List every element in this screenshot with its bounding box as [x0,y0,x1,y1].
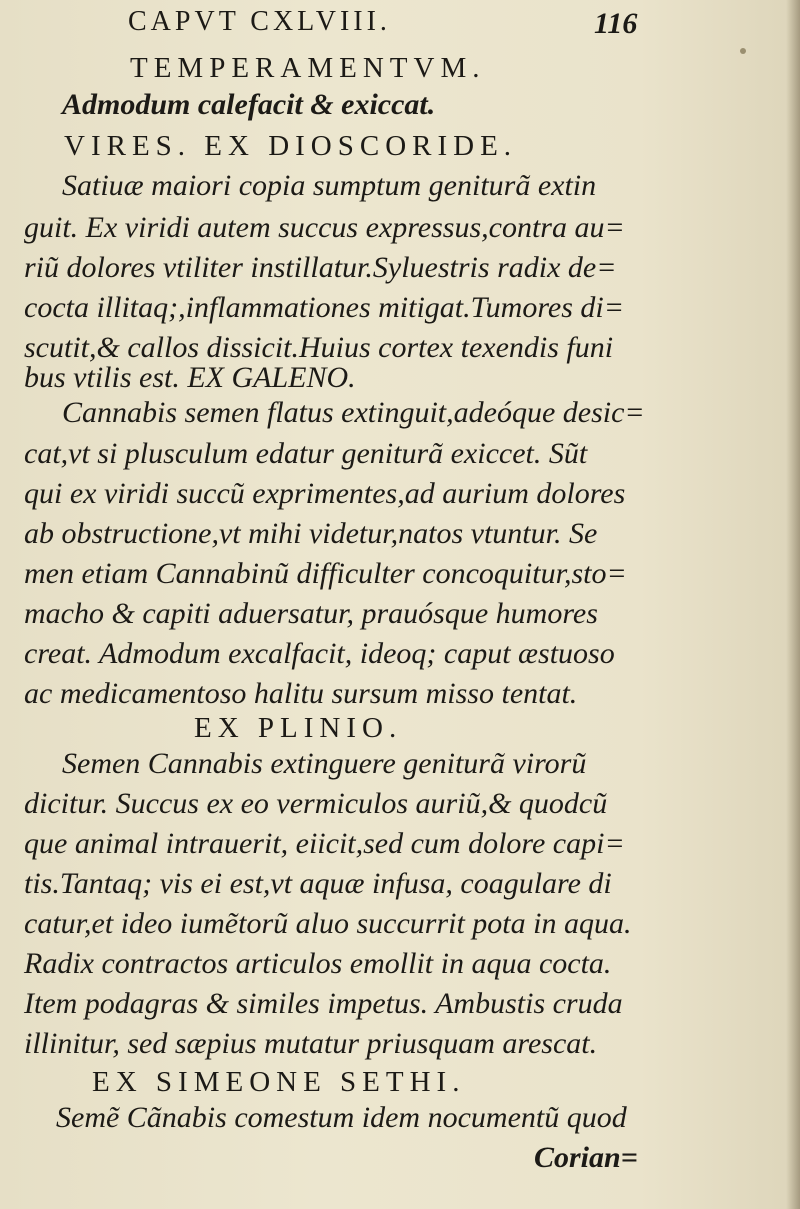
text-line: catur,et ideo iumẽtorũ aluo succurrit pota in aqua. [24,907,632,940]
text-line: illinitur, sed sæpius mutatur priusquam arescat. [24,1027,598,1060]
folio-number: 116 [594,7,638,40]
text-line: ab obstructione,vt mihi videtur,natos vtuntur. Se [24,517,598,550]
section-heading-temperamentum: TEMPERAMENTVM. [130,52,486,84]
text-line: Admodum calefacit & exiccat. [62,88,436,121]
text-line: cat,vt si plusculum edatur geniturã exiccet. Sũt [24,437,588,470]
text-line: qui ex viridi succũ exprimentes,ad aurium dolores [24,477,626,510]
text-line: Semẽ Cãnabis comestum idem nocumentũ quod [56,1101,627,1134]
text-line: creat. Admodum excalfacit, ideoq; caput æstuoso [24,637,615,670]
text-line: dicitur. Succus ex eo vermiculos auriũ,& quodcũ [24,787,608,820]
text-line: Semen Cannabis extinguere geniturã virorũ [62,747,587,780]
section-heading-plinio: EX PLINIO. [194,712,403,744]
paper-speck [740,48,746,54]
section-heading-dioscoride: VIRES. EX DIOSCORIDE. [64,130,518,162]
text-line: men etiam Cannabinũ difficulter concoquitur,sto= [24,557,627,590]
text-line: Radix contractos articulos emollit in aqua cocta. [24,947,612,980]
text-line: tis.Tantaq; vis ei est,vt aquæ infusa, coagulare di [24,867,612,900]
catchword: Corian= [534,1141,638,1174]
text-line: guit. Ex viridi autem succus expressus,contra au= [24,211,625,244]
text-line-with-heading-galeno: bus vtilis est. EX GALENO. [24,361,356,394]
text-line: Satiuæ maiori copia sumptum geniturã extin [62,169,597,202]
text-line: Item podagras & similes impetus. Ambustis cruda [24,987,623,1020]
page-edge-shadow [786,0,800,1209]
section-heading-simeone-sethi: EX SIMEONE SETHI. [92,1066,466,1098]
text-line: macho & capiti aduersatur, prauósque humores [24,597,598,630]
text-line: riũ dolores vtiliter instillatur.Syluestris radix de= [24,251,617,284]
text-line: cocta illitaq;,inflammationes mitigat.Tumores di= [24,291,624,324]
text-line: scutit,& callos dissicit.Huius cortex texendis funi [24,331,614,364]
text-line: ac medicamentoso halitu sursum misso tentat. [24,677,578,710]
text-line: Cannabis semen flatus extinguit,adeóque desic= [62,396,645,429]
running-head: CAPVT CXLVIII. [128,6,391,37]
text-line: que animal intrauerit, eiicit,sed cum dolore capi= [24,827,625,860]
